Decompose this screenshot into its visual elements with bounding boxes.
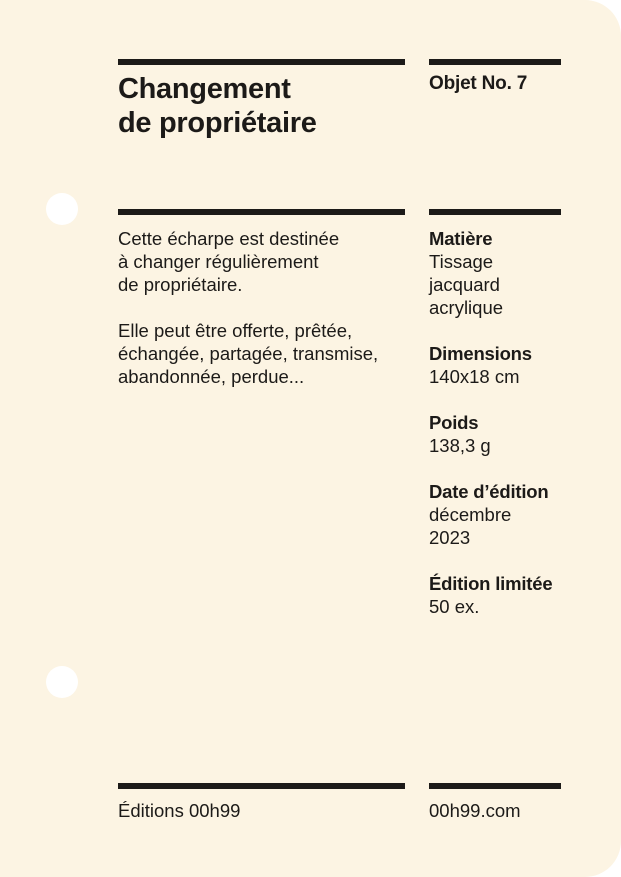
rule-bottom-right: [429, 783, 561, 789]
spec-material: [429, 227, 579, 319]
spec-value-line: jacquard: [429, 274, 500, 295]
spec-edition-date: [429, 480, 579, 549]
spec-value-line: Tissage: [429, 251, 494, 272]
object-number: Objet No. 7: [429, 73, 528, 94]
page-title: [118, 72, 317, 140]
spec-value-line: décembre: [429, 504, 512, 525]
description-paragraph-2: [118, 319, 418, 388]
website-link[interactable]: 00h99.com: [429, 800, 521, 821]
spec-value: [429, 365, 579, 388]
rule-top-left: [118, 59, 405, 65]
spec-value-line: acrylique: [429, 297, 504, 318]
spec-value-line: 140x18 cm: [429, 366, 520, 387]
spec-value-line: 50 ex.: [429, 596, 480, 617]
punch-hole-top: [46, 193, 78, 225]
description-line: Cette écharpe est destinée: [118, 228, 340, 249]
spec-value-line: 2023: [429, 527, 471, 548]
description-line: abandonnée, perdue...: [118, 366, 305, 387]
spec-limited-edition: [429, 572, 579, 618]
rule-bottom-left: [118, 783, 405, 789]
spec-dimensions: [429, 342, 579, 388]
spec-value: [429, 595, 579, 618]
description-paragraph-1: [118, 227, 418, 296]
rule-middle-right: [429, 209, 561, 215]
spec-value-line: 138,3 g: [429, 435, 491, 456]
spec-label: Dimensions: [429, 343, 532, 364]
spec-value: [429, 250, 579, 319]
description-line: échangée, partagée, transmise,: [118, 343, 379, 364]
specs-list: [429, 227, 579, 641]
spec-weight: [429, 411, 579, 457]
spec-label: Édition limitée: [429, 573, 553, 594]
title-line-1: Changement: [118, 73, 291, 105]
description-line: Elle peut être offerte, prêtée,: [118, 320, 353, 341]
spec-value: [429, 434, 579, 457]
description-line: à changer régulièrement: [118, 251, 319, 272]
rule-top-right: [429, 59, 561, 65]
spec-label: Poids: [429, 412, 479, 433]
spec-label: Matière: [429, 228, 493, 249]
spec-label: Date d’édition: [429, 481, 549, 502]
punch-hole-bottom: [46, 666, 78, 698]
publisher-name: Éditions 00h99: [118, 800, 241, 821]
rule-middle-left: [118, 209, 405, 215]
spec-value: [429, 503, 579, 549]
description-line: de propriétaire.: [118, 274, 243, 295]
title-line-2: de propriétaire: [118, 107, 317, 139]
description: [118, 227, 418, 411]
